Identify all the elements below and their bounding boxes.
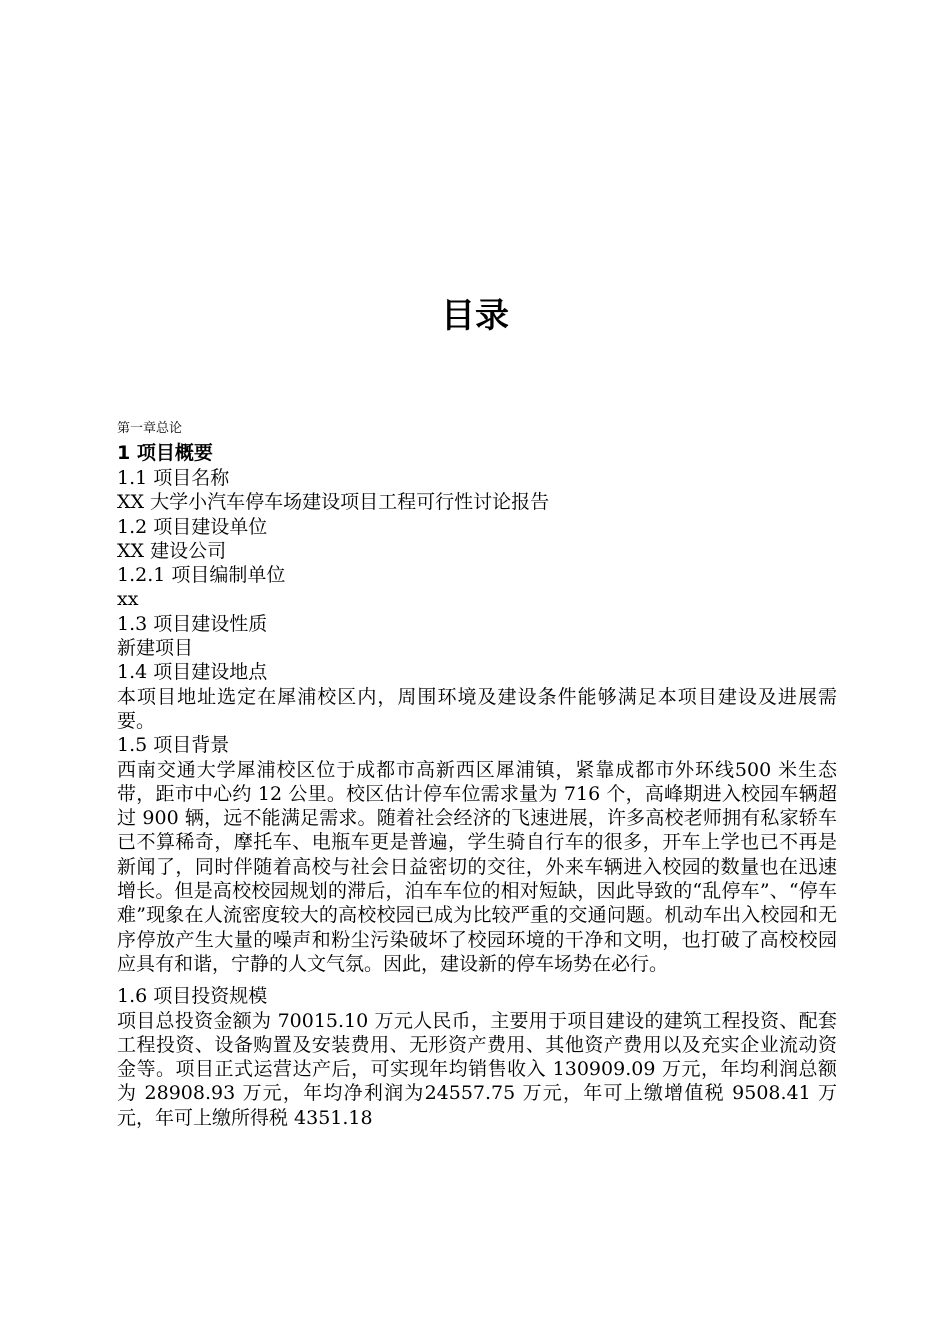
subsection-heading-1-2-1: 1.2.1 项目编制单位	[117, 564, 286, 587]
construction-unit-text: XX 建设公司	[117, 539, 227, 562]
project-nature-text: 新建项目	[117, 637, 194, 660]
project-location-paragraph: 本项目地址选定在犀浦校区内，周围环境及建设条件能够满足本项目建设及进展需要。	[117, 685, 837, 732]
section-heading: 1 项目概要	[117, 442, 213, 464]
subsection-heading-1-1: 1.1 项目名称	[117, 467, 230, 489]
subsection-heading-1-5: 1.5 项目背景	[117, 734, 230, 757]
subsection-heading-1-6: 1.6 项目投资规模	[117, 985, 268, 1008]
subsection-heading-1-4: 1.4 项目建设地点	[117, 661, 268, 684]
investment-scale-paragraph: 项目总投资金额为 70015.10 万元人民币，主要用于项目建设的建筑工程投资、配套工程投资、设备购置及安装费用、无形资产费用、其他资产费用以及充实企业流动资金等。项目正式运营达产后，可实现年均销售收入 130909.09 万元，年均利润总额为 28908.93 万元，年均净利润为24557.75 万元，年可上缴增值税 9508.41 万元，年可上缴所得税 4351.18	[117, 1009, 837, 1129]
project-background-paragraph: 西南交通大学犀浦校区位于成都市高新西区犀浦镇，紧靠成都市外环线500 米生态带，距市中心约 12 公里。校区估计停车位需求量为 716 个，高峰期进入校园车辆超过 900 辆，远不能满足需求。随着社会经济的飞速进展，许多高校老师拥有私家轿车已不算稀奇，摩托车、电瓶车更是普遍，学生骑自行车的很多，开车上学也已不再是新闻了，同时伴随着高校与社会日益密切的交往，外来车辆进入校园的数量也在迅速增长。但是高校校园规划的滞后，泊车车位的相对短缺，因此导致的“乱停车”、“停车难”现象在人流密度较大的高校校园已成为比较严重的交通问题。机动车出入校园和无序停放产生大量的噪声和粉尘污染破坏了校园环境的干净和文明，也打破了高校校园应具有和谐，宁静的人文气氛。因此，建设新的停车场势在必行。	[117, 758, 837, 975]
page-title: 目录	[441, 296, 509, 336]
chapter-label: 第一章总论	[117, 421, 183, 436]
paragraph-spacer	[117, 976, 837, 984]
subsection-heading-1-2: 1.2 项目建设单位	[117, 515, 268, 538]
compiling-unit-text: xx	[117, 588, 139, 611]
project-name-text: XX 大学小汽车停车场建设项目工程可行性讨论报告	[117, 491, 550, 514]
subsection-heading-1-3: 1.3 项目建设性质	[117, 612, 268, 635]
document-body	[117, 417, 837, 1130]
